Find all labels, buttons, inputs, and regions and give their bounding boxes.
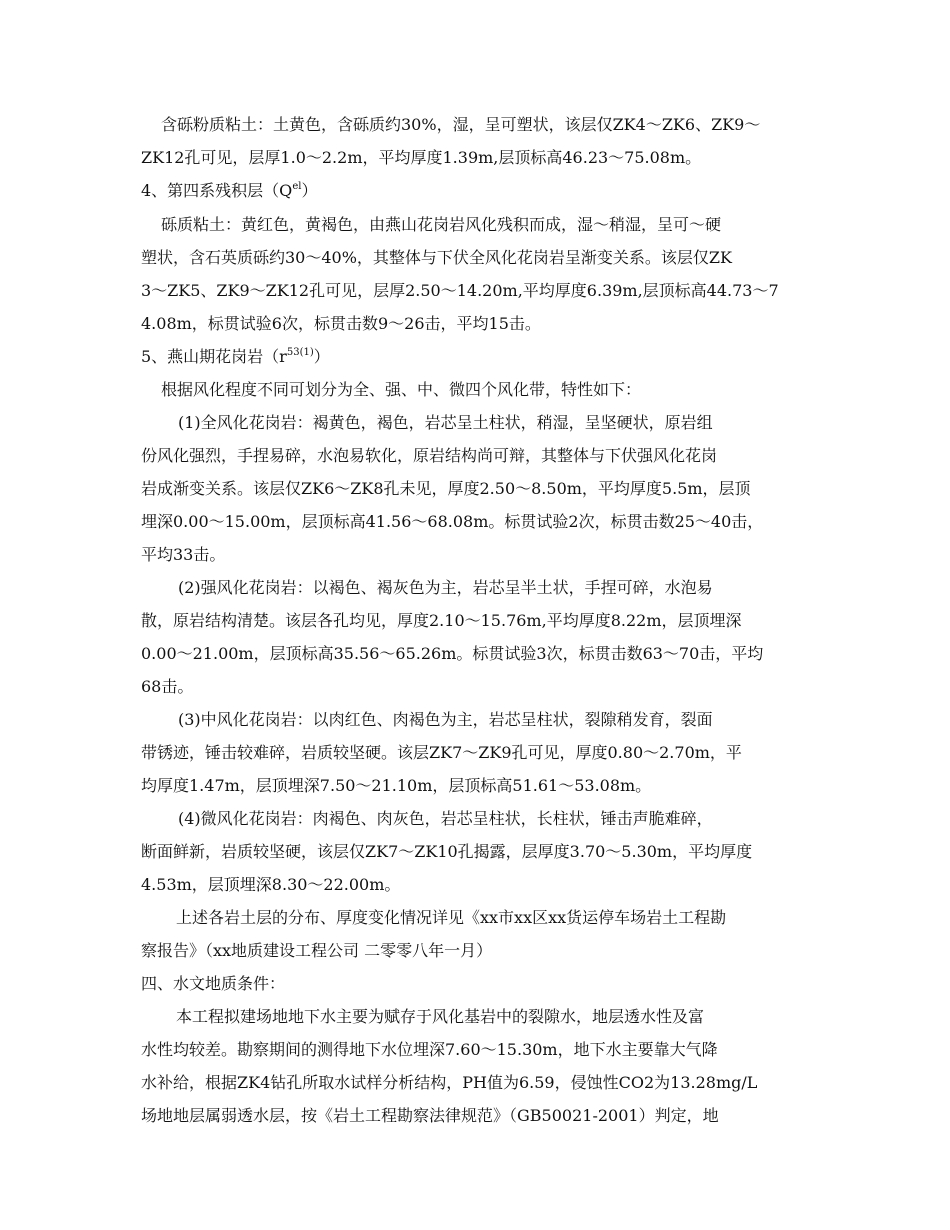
paragraph-line: ZK12孔可见，层厚1.0～2.2m，平均厚度1.39m,层顶标高46.23～75.08m。 [141,148,702,167]
paragraph-line: 份风化强烈，手捏易碎，水泡易软化，原岩结构尚可辩，其整体与下伏强风化花岗 [141,446,718,465]
paragraph-line: 塑状，含石英质砾约30～40%，其整体与下伏全风化花岗岩呈渐变关系。该层仅ZK [141,248,732,267]
paragraph-line: 断面鲜新，岩质较坚硬，该层仅ZK7～ZK10孔揭露，层厚度3.70～5.30m，平均厚度 [141,842,753,861]
paragraph-line: 根据风化程度不同可划分为全、强、中、微四个风化带，特性如下： [161,380,642,399]
heading-superscript: el [292,181,302,192]
paragraph-line: 场地地层属弱透水层，按《岩土工程勘察法律规范》（GB50021-2001）判定，地 [141,1106,719,1125]
heading-text: ） [313,347,330,366]
paragraph-line: (4)微风化花岗岩：肉褐色、肉灰色，岩芯呈柱状，长柱状，锤击声脆难碎， [178,809,713,828]
section-heading [141,176,811,206]
paragraph-line: 埋深0.00～15.00m，层顶标高41.56～68.08m。标贯试验2次，标贯击数25～40击， [141,512,764,531]
paragraph-line: 4.08m，标贯试验6次，标贯击数9～26击，平均15击。 [141,314,541,333]
paragraph-line: 含砾粉质粘土：土黄色，含砾质约30%，湿，呈可塑状，该层仅ZK4～ZK6、ZK9～ [161,115,761,134]
paragraph-line: 本工程拟建场地地下水主要为赋存于风化基岩中的裂隙水，地层透水性及富 [176,1007,705,1026]
paragraph-line: 均厚度1.47m，层顶埋深7.50～21.10m，层顶标高51.61～53.08m。 [141,776,652,795]
paragraph-line: 带锈迹，锤击较难碎，岩质较坚硬。该层ZK7～ZK9孔可见，厚度0.80～2.70m，平 [141,743,742,762]
paragraph-line: 砾质粘土：黄红色，黄褐色，由燕山花岗岩风化残积而成，湿～稍湿，呈可～硬 [161,215,722,234]
paragraph-line: 散，原岩结构清楚。该层各孔均见，厚度2.10～15.76m,平均厚度8.22m，层顶埋深 [141,611,742,630]
paragraph-line: 平均33击。 [141,545,226,564]
paragraph-line: (2)强风化花岗岩：以褐色、褐灰色为主，岩芯呈半土状，手捏可碎，水泡易 [178,578,713,597]
paragraph-line: 岩成渐变关系。该层仅ZK6～ZK8孔未见，厚度2.50～8.50m，平均厚度5.5m，层顶 [141,479,751,498]
paragraph-line: 4.53m，层顶埋深8.30～22.00m。 [141,875,401,894]
heading-superscript: 53(1) [286,347,314,358]
heading-text: 5、燕山期花岗岩（r [141,347,287,366]
paragraph-line: 68击。 [141,677,194,696]
paragraph-line: 水性均较差。勘察期间的测得地下水位埋深7.60～15.30m，地下水主要靠大气降 [141,1040,718,1059]
section-heading: 四、水文地质条件： [141,974,286,993]
paragraph-line: (1)全风化花岗岩：褐黄色，褐色，岩芯呈土柱状，稍湿，呈坚硬状，原岩组 [178,413,713,432]
paragraph-line: 察报告》（xx地质建设工程公司 二零零八年一月） [141,941,493,960]
heading-text: ） [301,181,318,200]
paragraph-line: (3)中风化花岗岩：以肉红色、肉褐色为主，岩芯呈柱状，裂隙稍发育，裂面 [178,710,713,729]
heading-text: 4、第四系残积层（Q [141,181,293,200]
paragraph-line: 0.00～21.00m，层顶标高35.56～65.26m。标贯试验3次，标贯击数63～70击，平均 [141,644,764,663]
paragraph-line: 水补给，根据ZK4钻孔所取水试样分析结构，PH值为6.59，侵蚀性CO2为13.28mg/L [141,1073,758,1092]
paragraph-line: 上述各岩土层的分布、厚度变化情况详见《xx市xx区xx货运停车场岩土工程勘 [176,908,727,927]
paragraph-line: 3～ZK5、ZK9～ZK12孔可见，层厚2.50～14.20m,平均厚度6.39m,层顶标高44.73～7 [141,281,779,300]
section-heading [141,342,811,372]
